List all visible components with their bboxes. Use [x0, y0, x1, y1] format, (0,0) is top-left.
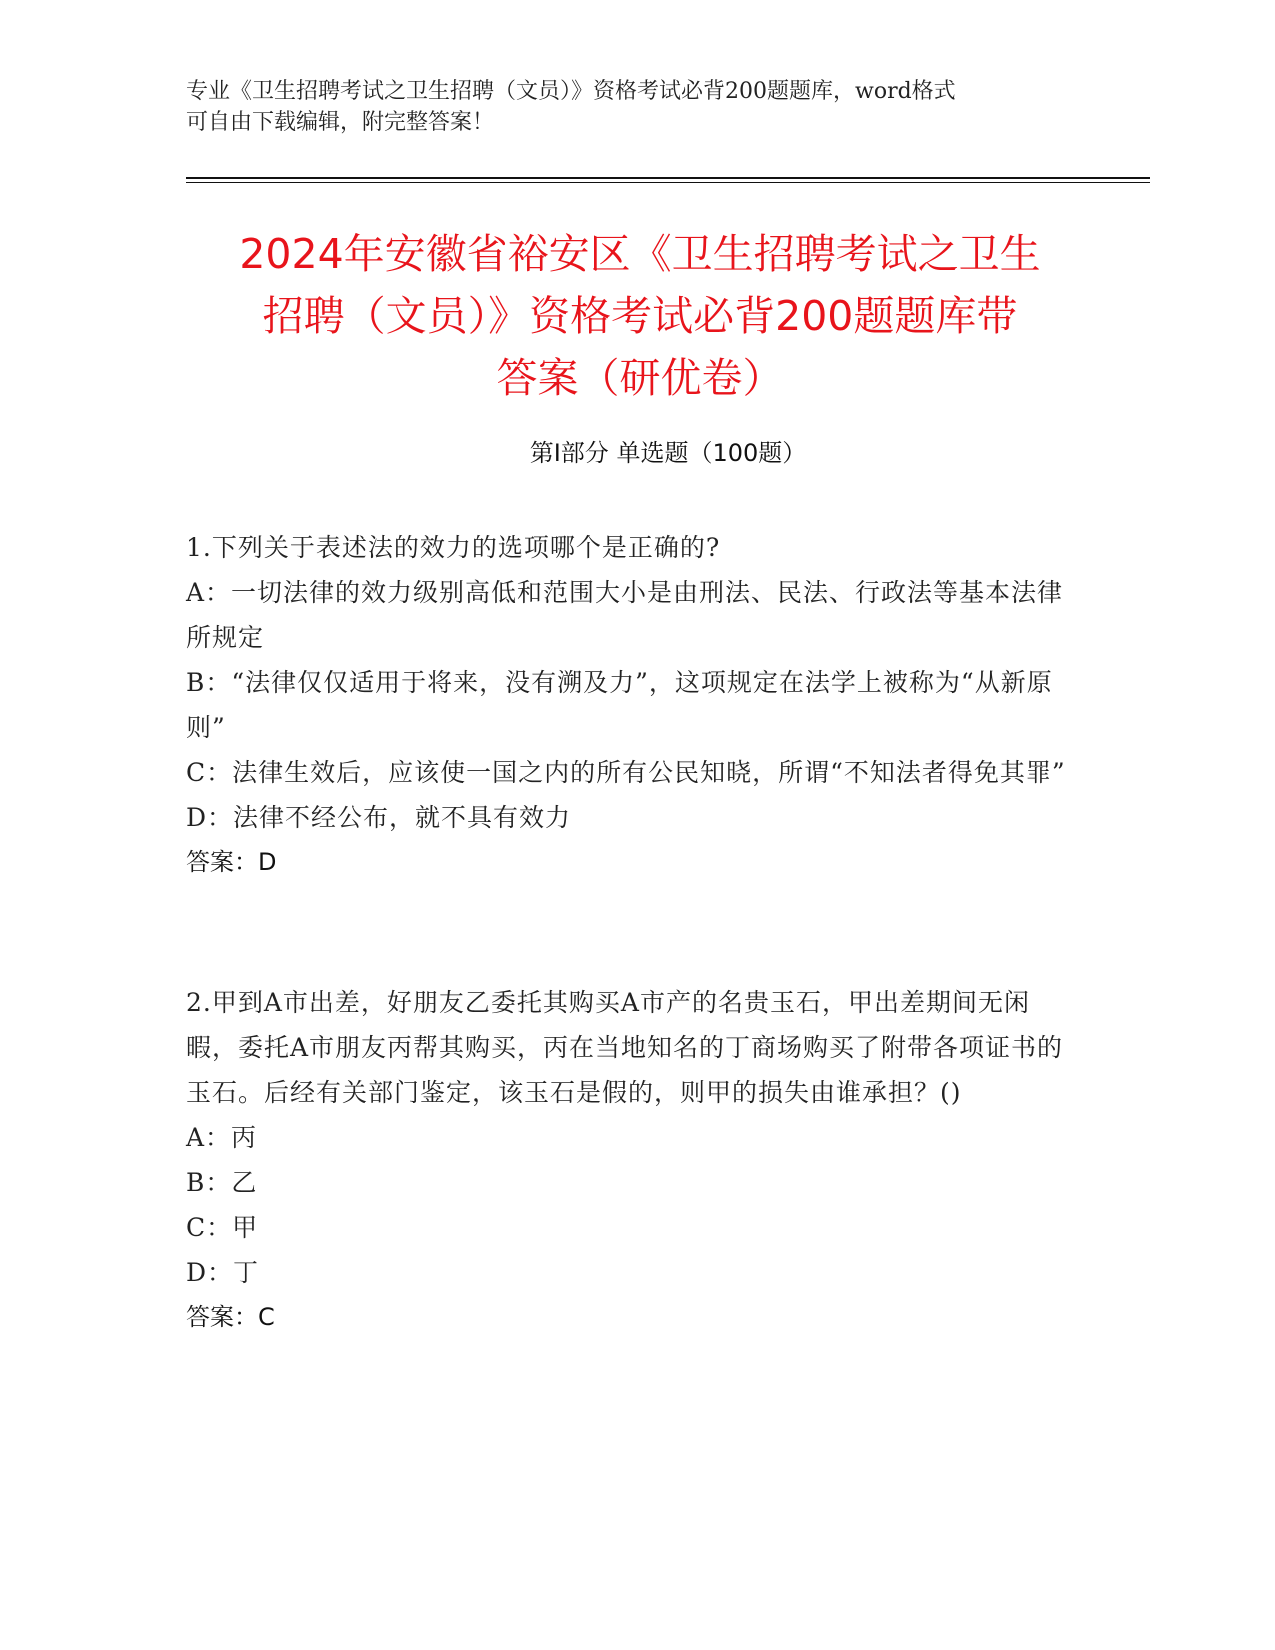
- option-d: D：丁: [186, 1258, 260, 1287]
- question-2: [186, 980, 1066, 1340]
- title-line: 2024年安徽省裕安区《卫生招聘考试之卫生: [239, 230, 1041, 278]
- option-d: D：法律不经公布，就不具有效力: [186, 803, 572, 832]
- option-c: C：甲: [186, 1213, 259, 1242]
- header-note-line: 可自由下载编辑，附完整答案！: [186, 110, 495, 135]
- header-note: [186, 76, 1066, 138]
- option-a: A：一切法律的效力级别高低和范围大小是由刑法、民法、行政法等基本法律所规定: [186, 578, 1064, 652]
- option-b: B：乙: [186, 1168, 258, 1197]
- header-note-line: 专业《卫生招聘考试之卫生招聘（文员）》资格考试必背200题题库，word格式: [186, 79, 956, 104]
- title-line: 答案（研优卷）: [496, 354, 784, 402]
- header-divider-thin: [186, 182, 1150, 183]
- option-b: B：“法律仅仅适用于将来，没有溯及力”，这项规定在法学上被称为“从新原则”: [186, 668, 1053, 742]
- answer-text: 答案：D: [186, 848, 277, 876]
- section-heading: 第Ⅰ部分 单选题（100题）: [529, 439, 807, 467]
- document-title: [150, 223, 1130, 409]
- option-a: A：丙: [186, 1123, 258, 1152]
- answer-text: 答案：C: [186, 1303, 275, 1331]
- title-line: 招聘（文员）》资格考试必背200题题库带: [262, 292, 1018, 340]
- header-divider: [186, 177, 1150, 179]
- question-stem: 2.甲到A市出差，好朋友乙委托其购买A市产的名贵玉石，甲出差期间无闲暇，委托A市朋友丙帮其购买，丙在当地知名的丁商场购买了附带各项证书的玉石。后经有关部门鉴定，该玉石是假的，则甲的损失由谁承担？(): [186, 988, 1064, 1107]
- option-c: C：法律生效后，应该使一国之内的所有公民知晓，所谓“不知法者得免其罪”: [186, 758, 1066, 787]
- question-1: [186, 525, 1066, 885]
- question-stem: 1.下列关于表述法的效力的选项哪个是正确的?: [186, 533, 721, 562]
